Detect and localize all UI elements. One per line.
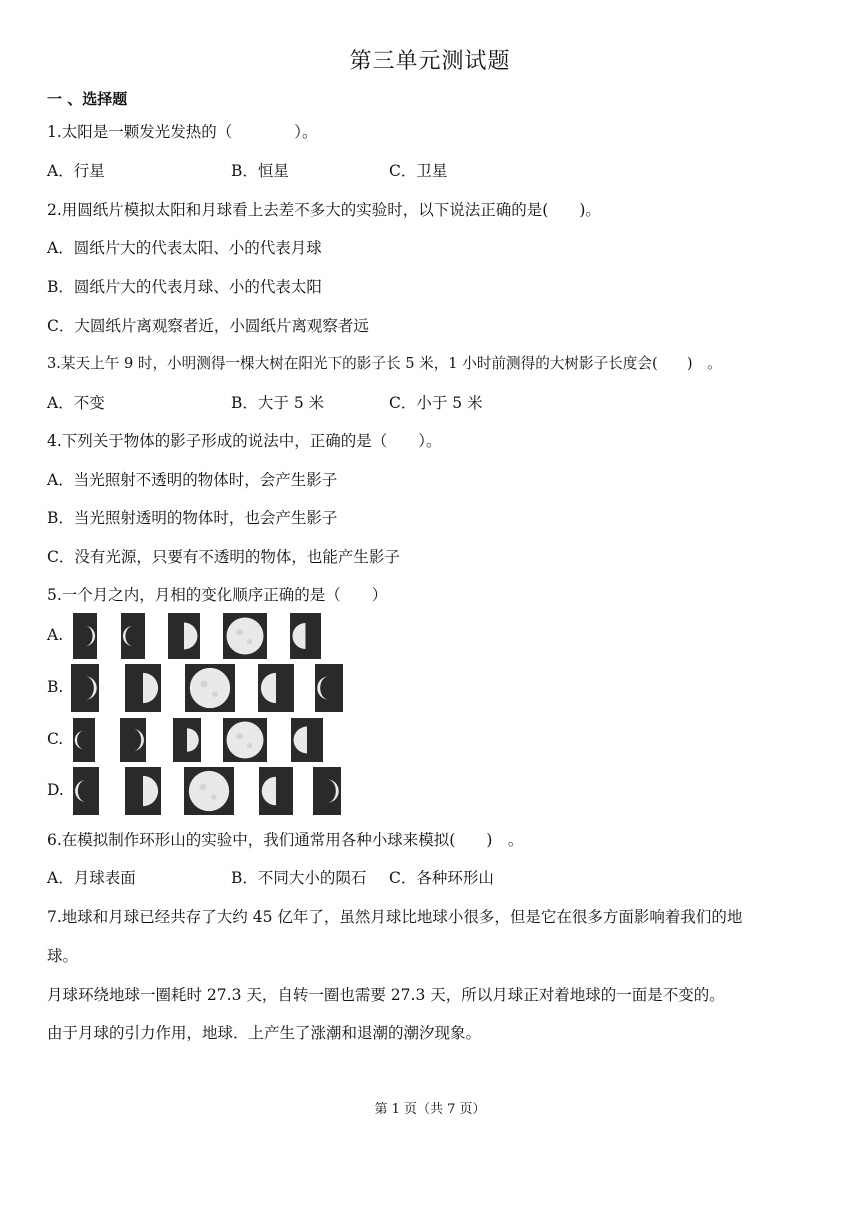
question-1-option-b: B．恒星	[231, 162, 289, 180]
question-3-option-b: B．大于 5 米	[231, 394, 325, 412]
moon-phase-icon	[185, 664, 235, 712]
question-1-option-c: C．卫星	[389, 162, 448, 180]
option-label: C.	[47, 730, 64, 748]
page-footer: 第 1 页（共 7 页）	[374, 1102, 486, 1117]
moon-phase-icon	[120, 718, 146, 762]
moon-phase-icon	[223, 718, 267, 762]
question-2-stem: 2.用圆纸片模拟太阳和月球看上去差不多大的实验时，以下说法正确的是( )。	[47, 201, 601, 219]
question-3-option-c: C．小于 5 米	[389, 394, 483, 412]
moon-phase-icon	[73, 718, 95, 762]
question-4-option-a: A．当光照射不透明的物体时，会产生影子	[47, 471, 338, 489]
moon-phase-icon	[73, 767, 99, 815]
question-7-stem: 7.地球和月球已经共存了大约 45 亿年了，虽然月球比地球小很多，但是它在很多方面影响着我们的地	[47, 908, 743, 926]
question-4-stem: 4.下列关于物体的影子形成的说法中，正确的是（ ）。	[47, 432, 442, 450]
moon-phase-icon	[184, 767, 234, 815]
moon-phase-icon	[313, 767, 341, 815]
section-heading: 一 、选择题	[47, 90, 128, 108]
question-2-option-a: A．圆纸片大的代表太阳、小的代表月球	[47, 239, 322, 257]
question-4-option-c: C．没有光源，只要有不透明的物体，也能产生影子	[47, 548, 400, 566]
option-label: B.	[47, 678, 64, 696]
question-6-option-a: A．月球表面	[47, 869, 136, 887]
moon-phase-icon	[125, 767, 161, 815]
question-6-stem: 6.在模拟制作环形山的实验中，我们通常用各种小球来模拟( ) 。	[47, 831, 524, 849]
moon-phase-icon	[291, 718, 323, 762]
option-label: D.	[47, 781, 64, 799]
question-6-option-b: B．不同大小的陨石	[231, 869, 367, 887]
question-7-stem-continued: 球。	[47, 947, 79, 965]
moon-phase-icon	[121, 613, 145, 659]
question-2-option-c: C．大圆纸片离观察者近，小圆纸片离观察者远	[47, 317, 369, 335]
question-3-stem: 3.某天上午 9 时，小明测得一棵大树在阳光下的影子长 5 米，1 小时前测得的大树影子长度会( ) 。	[47, 355, 722, 372]
question-4-option-b: B．当光照射透明的物体时，也会产生影子	[47, 509, 338, 527]
question-2-option-b: B．圆纸片大的代表月球、小的代表太阳	[47, 278, 322, 296]
moon-phase-icon	[290, 613, 321, 659]
moon-phase-icon	[259, 767, 293, 815]
question-1-option-a: A．行星	[47, 162, 105, 180]
moon-phase-icon	[168, 613, 200, 659]
page-title: 第三单元测试题	[349, 49, 511, 74]
moon-phase-icon	[73, 613, 97, 659]
moon-phase-icon	[71, 664, 99, 712]
moon-phase-icon	[125, 664, 161, 712]
moon-phase-icon	[223, 613, 267, 659]
question-3-option-a: A．不变	[47, 394, 105, 412]
option-label: A.	[47, 626, 64, 644]
question-5-stem: 5.一个月之内，月相的变化顺序正确的是（ ）	[47, 586, 388, 604]
question-6-option-c: C．各种环形山	[389, 869, 494, 887]
moon-phase-icon	[173, 718, 201, 762]
question-7-statement-2: 由于月球的引力作用，地球．上产生了涨潮和退潮的潮汐现象。	[47, 1024, 482, 1042]
moon-phase-icon	[315, 664, 343, 712]
moon-phase-icon	[258, 664, 294, 712]
question-7-statement-1: 月球环绕地球一圈耗时 27.3 天，自转一圈也需要 27.3 天，所以月球正对着地球的一面是不变的。	[47, 986, 725, 1004]
question-1-stem: 1.太阳是一颗发光发热的（ ）。	[47, 123, 318, 141]
